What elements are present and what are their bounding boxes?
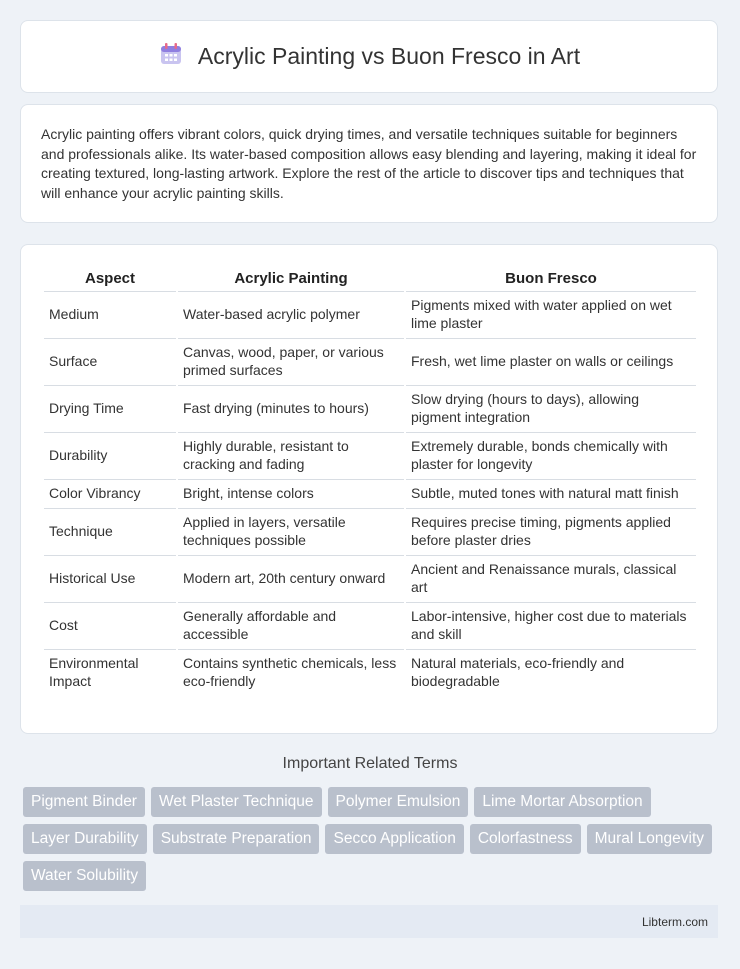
related-term-tag[interactable]: Secco Application [325,824,463,854]
related-term-tag[interactable]: Substrate Preparation [153,824,320,854]
table-row [44,602,696,647]
calendar-icon [158,41,184,72]
cell-fresco: Slow drying (hours to days), allowing pigment integration [406,385,696,430]
intro-text: Acrylic painting offers vibrant colors, quick drying times, and versatile techniques suitable for beginners and professionals alike. Its water-based composition allows easy blending and layering, making it ideal for creating textured, long-lasting artwork. Explore the rest of the article to discover tips and techniques that will enhance your acrylic painting skills. [41,126,697,201]
cell-aspect: Historical Use [44,555,176,600]
cell-aspect: Drying Time [44,385,176,430]
cell-acrylic: Highly durable, resistant to cracking and fading [178,432,404,477]
cell-acrylic: Water-based acrylic polymer [178,291,404,336]
footer-brand[interactable]: Libterm.com [641,914,708,929]
table-row [44,291,696,336]
table-row [44,479,696,506]
cell-fresco: Subtle, muted tones with natural matt finish [406,479,696,506]
cell-aspect: Cost [44,602,176,647]
cell-acrylic: Bright, intense colors [178,479,404,506]
header-aspect: Aspect [84,270,136,287]
cell-fresco: Natural materials, eco-friendly and biodegradable [406,649,696,694]
cell-aspect: Medium [44,291,176,336]
cell-aspect: Color Vibrancy [44,479,176,506]
related-terms-list [23,787,723,891]
header-card [20,20,718,93]
cell-aspect: Environmental Impact [44,649,176,694]
footer [20,905,718,938]
comparison-table [42,265,698,696]
related-term-tag[interactable]: Lime Mortar Absorption [474,787,650,817]
cell-aspect: Surface [44,338,176,383]
cell-aspect: Technique [44,508,176,553]
related-term-tag[interactable]: Pigment Binder [23,787,145,817]
cell-acrylic: Generally affordable and accessible [178,602,404,647]
intro-card [20,104,718,223]
table-row [44,432,696,477]
related-term-tag[interactable]: Mural Longevity [587,824,712,854]
related-term-tag[interactable]: Polymer Emulsion [328,787,469,817]
table-row [44,338,696,383]
comparison-card [20,244,718,734]
cell-fresco: Requires precise timing, pigments applied before plaster dries [406,508,696,553]
table-header-row [44,267,696,289]
table-row [44,508,696,553]
page-title: Acrylic Painting vs Buon Fresco in Art [197,43,581,69]
cell-fresco: Pigments mixed with water applied on wet lime plaster [406,291,696,336]
table-row [44,649,696,694]
related-term-tag[interactable]: Wet Plaster Technique [151,787,322,817]
related-term-tag[interactable]: Layer Durability [23,824,147,854]
table-row [44,385,696,430]
cell-fresco: Fresh, wet lime plaster on walls or ceilings [406,338,696,383]
header-acrylic: Acrylic Painting [234,270,348,287]
cell-fresco: Labor-intensive, higher cost due to materials and skill [406,602,696,647]
cell-fresco: Extremely durable, bonds chemically with plaster for longevity [406,432,696,477]
cell-acrylic: Contains synthetic chemicals, less eco-friendly [178,649,404,694]
related-term-tag[interactable]: Water Solubility [23,861,146,891]
related-term-tag[interactable]: Colorfastness [470,824,581,854]
cell-aspect: Durability [44,432,176,477]
cell-acrylic: Modern art, 20th century onward [178,555,404,600]
cell-acrylic: Fast drying (minutes to hours) [178,385,404,430]
cell-acrylic: Applied in layers, versatile techniques possible [178,508,404,553]
cell-acrylic: Canvas, wood, paper, or various primed surfaces [178,338,404,383]
cell-fresco: Ancient and Renaissance murals, classical art [406,555,696,600]
related-terms-title: Important Related Terms [282,755,458,772]
table-row [44,555,696,600]
header-fresco: Buon Fresco [505,270,597,287]
